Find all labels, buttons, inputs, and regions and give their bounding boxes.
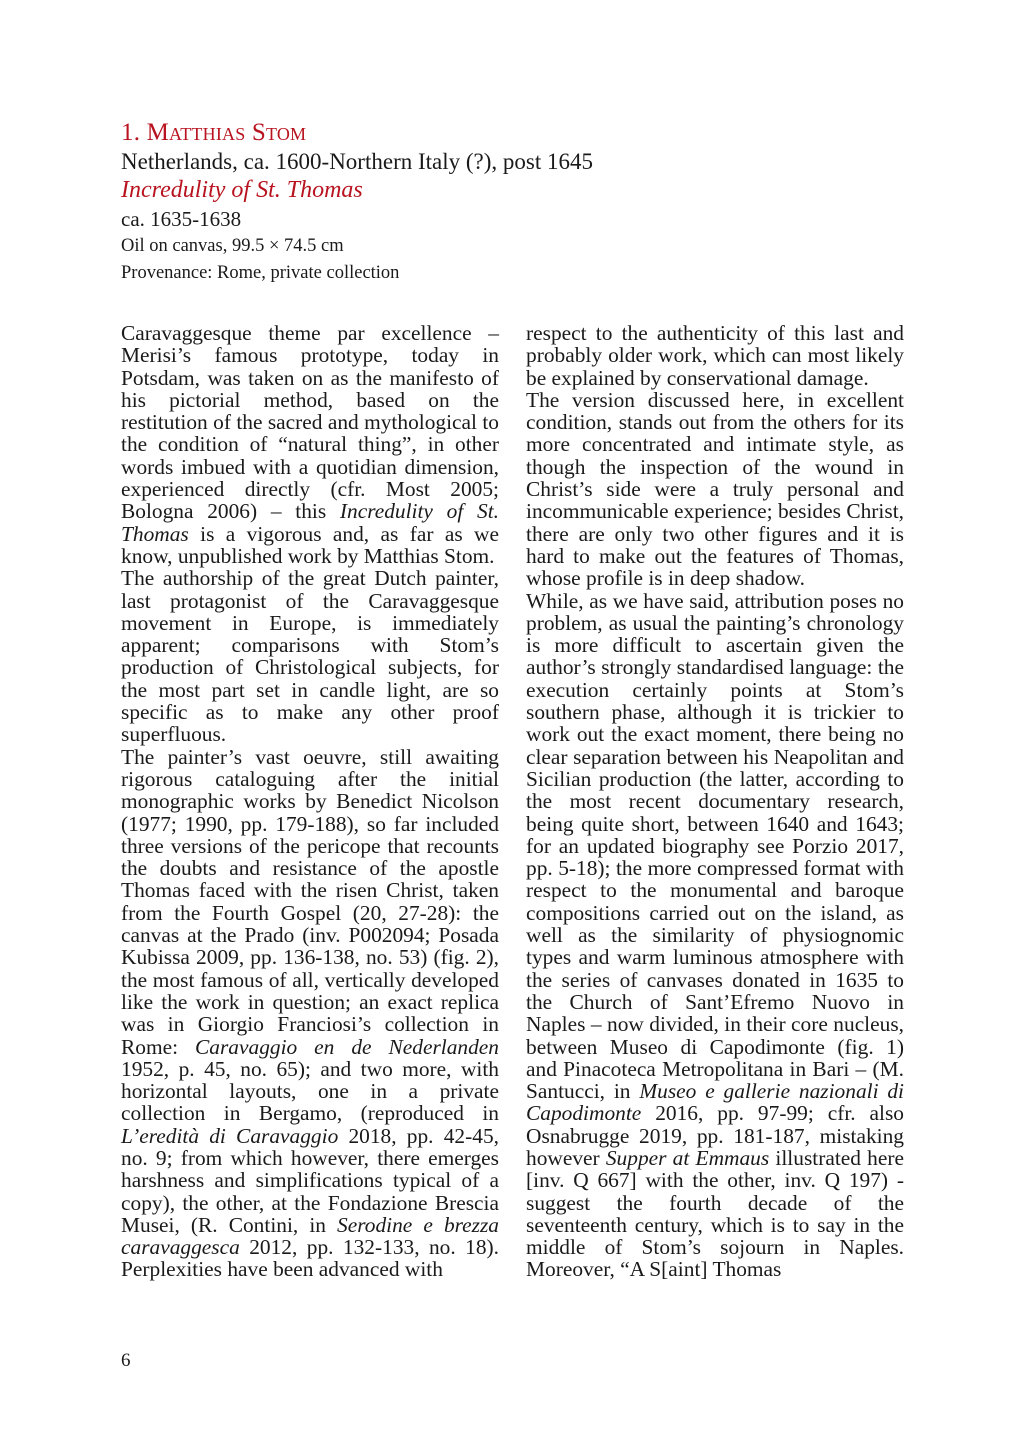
italic-title: Incredulity of St. Thomas bbox=[121, 499, 499, 546]
catalogue-entry-header bbox=[121, 118, 681, 287]
paragraph: Caravaggesque theme par excellence – Merisi’s famous prototype, today in Potsdam, was taken on as the manifesto of his pictorial method, based on the restitution of the sacred and mythological to the condition of “natural thing”, in other words imbued with a quotidian dimension, experienced directly (cfr. Most 2005; Bologna 2006) – this Incredulity of St. Thomas is a vigorous and, as far as we know, unpublished work by Matthias Stom. bbox=[121, 321, 499, 568]
italic-title: Caravaggio en de Nederlanden bbox=[195, 1034, 499, 1059]
work-title: Incredulity of St. Thomas bbox=[121, 177, 363, 203]
work-provenance: Provenance: Rome, private collection bbox=[121, 263, 400, 283]
entry-title: 1. Matthias Stom bbox=[121, 119, 307, 146]
work-medium: Oil on canvas, 99.5 × 74.5 cm bbox=[121, 236, 344, 256]
paragraph: While, as we have said, attribution poses no problem, as usual the painting’s chronology is more difficult to ascertain given the author’s strongly standardised language: the execution certainly points at Stom’s southern phase, although it is trickier to work out the exact moment, there being no clear separation between his Neapolitan and Sicilian production (the latter, according to the most recent documentary research, being quite short, between 1640 and 1643; for an updated biography see Porzio 2017, pp. 5-18); the more compressed format with respect to the monumental and baroque compositions carried out on the island, as well as the similarity of physiognomic types and warm luminous atmosphere with the series of canvases donated in 1635 to the Church of Sant’Efremo Nuovo in Naples – now divided, in their core nucleus, between Museo di Capodimonte (fig. 1) and Pinacoteca Metropolitana in Bari – (M. Santucci, in Museo e gallerie nazionali di Capodimonte 2016, pp. 97-99; cfr. also Osnabrugge 2019, pp. 181-187, mistaking however Supper at Emmaus illustrated here [inv. Q 667] with the other, inv. Q 197) - suggest the fourth decade of the seventeenth century, which is to say in the middle of Stom’s sojourn in Naples. Moreover, “A S[aint] Thomas bbox=[526, 588, 904, 1282]
work-date: ca. 1635-1638 bbox=[121, 207, 242, 231]
italic-title: Serodine e brezza caravaggesca bbox=[121, 1212, 500, 1260]
left-text-column bbox=[121, 322, 499, 1281]
paragraph: The painter’s vast oeuvre, still awaiting rigorous cataloguing after the initial monographic works by Benedict Nicolson (1977; 1990, pp. 179-188), so far included three versions of the pericope that recounts the doubts and resistance of the apostle Thomas faced with the risen Christ, taken from the Fourth Gospel (20, 27-28): the canvas at the Prado (inv. P002094; Posada Kubissa 2009, pp. 136-138, no. 53) (fig. 2), the most famous of all, vertically developed like the work in question; an exact replica was in Giorgio Franciosi’s collection in Rome: Caravaggio en de Nederlanden 1952, p. 45, no. 65); and two more, with horizontal layouts, one in a private collection in Bergamo, (reproduced in L’eredità di Caravaggio 2018, pp. 42-45, no. 9; from which however, there emerges harshness and simplifications typical of a copy), the other, at the Fondazione Brescia Musei, (R. Contini, in Serodine e brezza caravaggesca 2012, pp. 132-133, no. 18). Perplexities have been advanced with bbox=[121, 744, 500, 1282]
italic-title: Museo e gallerie nazionali di Capodimonte bbox=[526, 1079, 904, 1126]
page-number: 6 bbox=[121, 1350, 131, 1371]
italic-title: L’eredità di Caravaggio bbox=[121, 1123, 339, 1148]
paragraph: The version discussed here, in excellent condition, stands out from the others for its more concentrated and intimate style, as though the inspection of the wound in Christ’s side were a truly personal and incommunicable experience; besides Christ, there are only two other figures and it is hard to make out the features of Thomas, whose profile is in deep shadow. bbox=[526, 387, 904, 591]
paragraph: The authorship of the great Dutch painter, last protagonist of the Caravaggesque movement in Europe, is immediately apparent; comparisons with Stom’s production of Christological subjects, for the most part set in candle light, are so specific as to make any other proof superfluous. bbox=[121, 566, 499, 747]
italic-title: Supper at Emmaus bbox=[605, 1145, 770, 1170]
artist-life-dates: Netherlands, ca. 1600-Northern Italy (?), post 1645 bbox=[121, 149, 593, 174]
paragraph: respect to the authenticity of this last and probably older work, which can most likely be explained by conservational damage. bbox=[526, 321, 904, 390]
right-text-column bbox=[526, 322, 904, 1281]
